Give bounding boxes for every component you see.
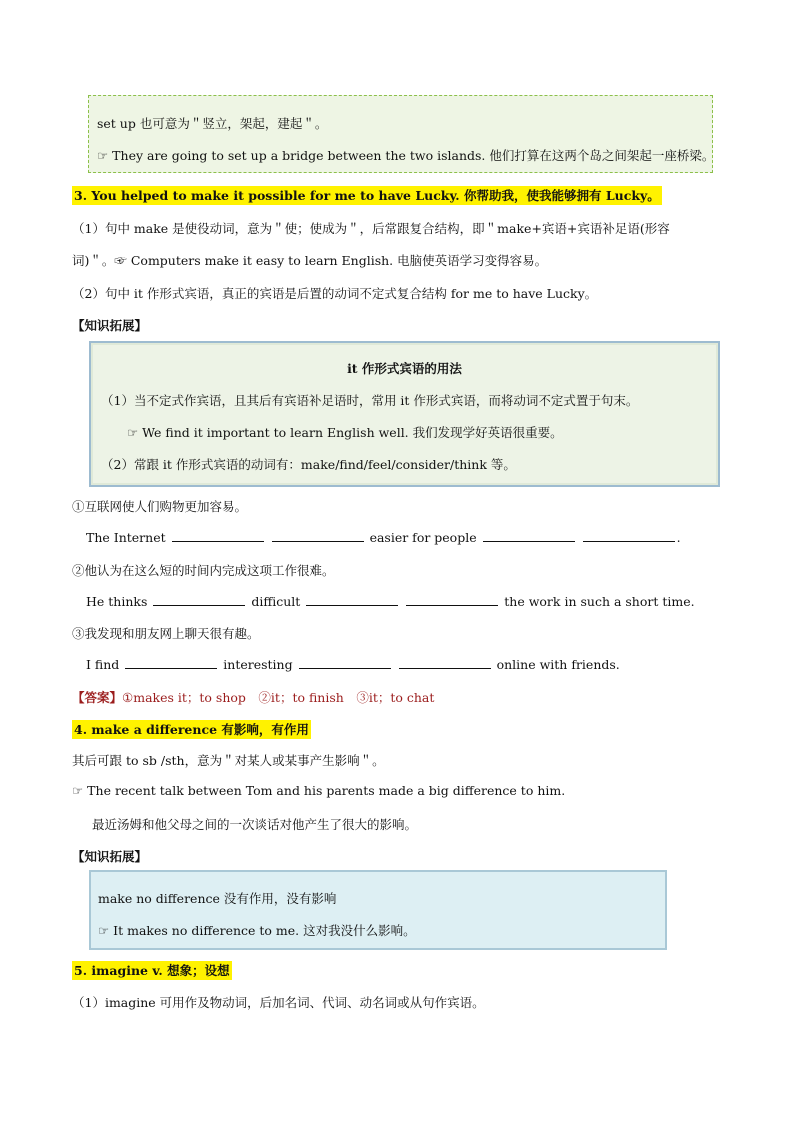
exercise3-blank-3[interactable] (399, 656, 491, 669)
exercise1-prompt: ①互联网使人们购物更加容易。 (72, 499, 248, 514)
exercise1-sentence: The Internet easier for people . (86, 530, 681, 545)
exercise2-blank-2[interactable] (306, 593, 398, 606)
setup-note-box (88, 95, 713, 173)
item4-para1: 其后可跟 to sb /sth，意为＂对某人或某事产生影响＂。 (72, 753, 385, 768)
it-formal-object-title: it 作形式宾语的用法 (347, 361, 462, 376)
item3-para1b: 词)＂。☞ Computers make it easy to learn English. 电脑使英语学习变得容易。 (72, 253, 548, 268)
exercise1-blank-3[interactable] (483, 529, 575, 542)
item4-heading: 4. make a difference 有影响，有作用 (74, 722, 309, 737)
exercise3-sentence: I find interesting online with friends. (86, 657, 620, 672)
answer-label: 【答案】 (72, 690, 123, 705)
answer-text: ①makes it；to shop ②it；to finish ③it；to chat (122, 690, 435, 705)
item4-example-en: ☞ The recent talk between Tom and his parents made a big difference to him. (72, 783, 566, 798)
it-formal-object-example: ☞ We find it important to learn English well. 我们发现学好英语很重要。 (127, 425, 563, 440)
make-no-difference-line1: make no difference 没有作用，没有影响 (98, 891, 337, 906)
exercise1-blank-2[interactable] (272, 529, 364, 542)
answer-line (72, 688, 434, 706)
knowledge-extension-label: 【知识拓展】 (72, 318, 148, 333)
item3-para1a: （1）句中 make 是使役动词，意为＂使；使成为＂，后常跟复合结构，即＂make+宾语+宾语补足语(形容 (72, 221, 670, 236)
item3-para2: （2）句中 it 作形式宾语，真正的宾语是后置的动词不定式复合结构 for me to have Lucky。 (72, 286, 598, 301)
item3-heading: 3. You helped to make it possible for me to have Lucky. 你帮助我，使我能够拥有 Lucky。 (74, 188, 660, 203)
knowledge-extension-label-2: 【知识拓展】 (72, 849, 148, 864)
exercise2-blank-1[interactable] (153, 593, 245, 606)
item5-para1: （1）imagine 可用作及物动词，后加名词、代词、动名词或从句作宾语。 (72, 995, 485, 1010)
it-formal-object-rule1: （1）当不定式作宾语，且其后有宾语补足语时，常用 it 作形式宾语，而将动词不定式置于句末。 (101, 393, 639, 408)
exercise3-blank-1[interactable] (125, 656, 217, 669)
exercise3-blank-2[interactable] (299, 656, 391, 669)
exercise2-blank-3[interactable] (406, 593, 498, 606)
exercise3-prompt: ③我发现和朋友网上聊天很有趣。 (72, 626, 260, 641)
setup-note-line1: set up 也可意为＂竖立，架起，建起＂。 (97, 116, 328, 131)
make-no-difference-box (89, 870, 667, 950)
it-formal-object-box (89, 341, 720, 487)
exercise1-blank-1[interactable] (172, 529, 264, 542)
make-no-difference-example: ☞ It makes no difference to me. 这对我没什么影响。 (98, 923, 416, 938)
exercise1-blank-4[interactable] (583, 529, 675, 542)
it-formal-object-rule2: （2）常跟 it 作形式宾语的动词有：make/find/feel/consider/think 等。 (101, 457, 516, 472)
item5-heading: 5. imagine v. 想象；设想 (74, 963, 230, 978)
setup-note-example: ☞ They are going to set up a bridge between the two islands. 他们打算在这两个岛之间架起一座桥梁。 (97, 148, 715, 163)
item4-example-cn: 最近汤姆和他父母之间的一次谈话对他产生了很大的影响。 (92, 817, 418, 832)
exercise2-sentence: He thinks difficult the work in such a short time. (86, 594, 695, 609)
exercise2-prompt: ②他认为在这么短的时间内完成这项工作很难。 (72, 563, 335, 578)
